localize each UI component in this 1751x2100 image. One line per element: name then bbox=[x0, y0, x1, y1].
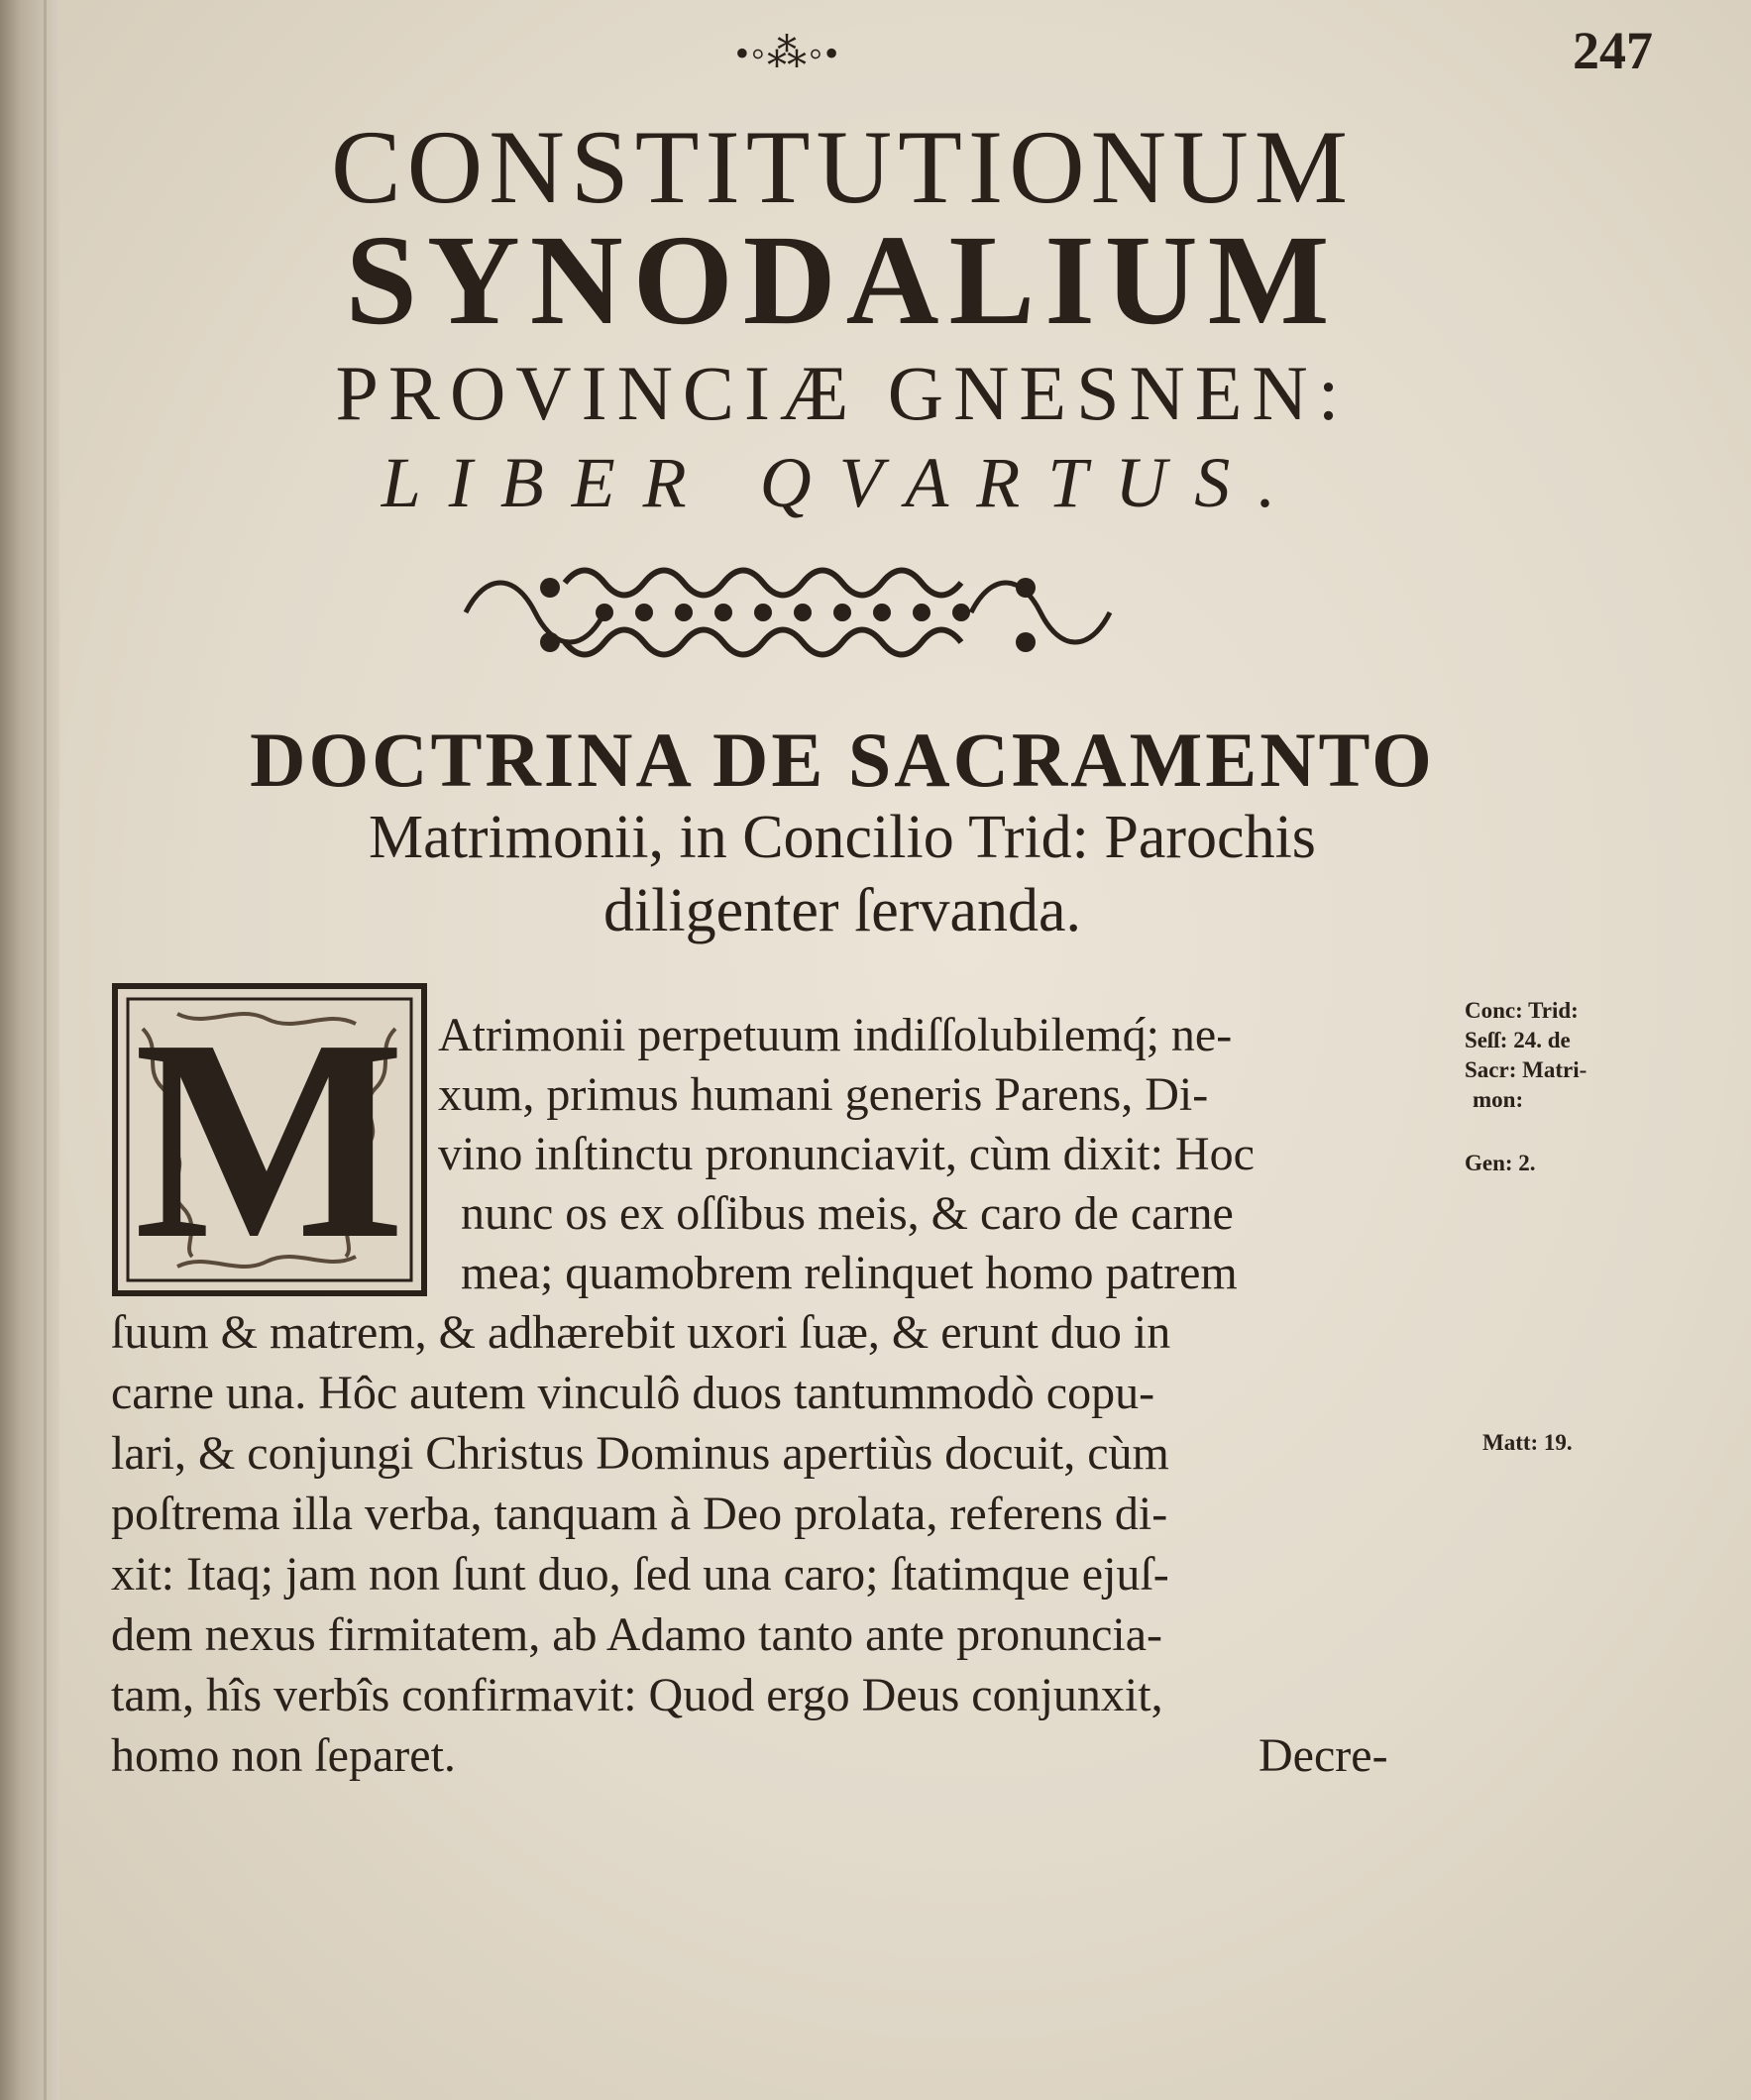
margin-note: Matt: 19. bbox=[1482, 1430, 1573, 1455]
margin-note: Conc: Trid: bbox=[1465, 998, 1579, 1023]
decorated-initial bbox=[112, 980, 427, 1298]
section-heading: DOCTRINA DE SACRAMENTO bbox=[250, 717, 1435, 803]
section-subheading-2: diligenter ſervanda. bbox=[602, 877, 1081, 944]
text-line: lari, & conjungi Christus Dominus apertiùs docuit, cùm bbox=[111, 1427, 1169, 1480]
title-line-2: SYNODALIUM bbox=[345, 209, 1340, 352]
title-line-3: PROVINCIÆ GNESNEN: bbox=[335, 350, 1350, 436]
catchword: Decre- bbox=[1259, 1729, 1388, 1782]
initial-letter: M bbox=[134, 980, 405, 1298]
margin-note: mon: bbox=[1473, 1087, 1524, 1112]
text-line: xum, primus humani generis Parens, Di- bbox=[438, 1068, 1209, 1121]
margin-note: Sacr: Matri- bbox=[1465, 1057, 1587, 1082]
header-ornament: •◦⁂◦• bbox=[734, 30, 841, 75]
text-line: tam, hîs verbîs confirmavit: Quod ergo Deus conjunxit, bbox=[111, 1669, 1163, 1721]
text-line: nunc os ex oſſibus meis, & caro de carne bbox=[461, 1187, 1234, 1240]
text-line: xit: Itaq; jam non ſunt duo, ſed una caro; ſtatimque ejuſ- bbox=[111, 1548, 1169, 1601]
text-line: carne una. Hôc autem vinculô duos tantummodò copu- bbox=[111, 1367, 1155, 1419]
page-number: 247 bbox=[1573, 21, 1653, 80]
title-line-4: LIBER QVARTUS. bbox=[381, 443, 1304, 522]
margin-note: Gen: 2. bbox=[1465, 1151, 1536, 1175]
text-line: Atrimonii perpetuum indiſſolubilemq́; ne- bbox=[438, 1009, 1233, 1061]
gutter-crease bbox=[44, 0, 47, 2100]
book-gutter bbox=[0, 0, 59, 2100]
margin-note: Seſſ: 24. de bbox=[1465, 1028, 1571, 1052]
text-line: dem nexus firmitatem, ab Adamo tanto ante pronuncia- bbox=[111, 1608, 1163, 1661]
text-line: homo non ſeparet. bbox=[111, 1729, 456, 1782]
text-line: mea; quamobrem relinquet homo patrem bbox=[461, 1247, 1238, 1299]
text-line: ſuum & matrem, & adhærebit uxori ſuæ, & erunt duo in bbox=[111, 1306, 1171, 1359]
text-line: poſtrema illa verba, tanquam à Deo prolata, referens di- bbox=[111, 1488, 1168, 1540]
title-line-1: CONSTITUTIONUM bbox=[330, 109, 1355, 225]
section-subheading-1: Matrimonii, in Concilio Trid: Parochis bbox=[369, 804, 1316, 871]
fleuron-ornament-band bbox=[456, 543, 1120, 682]
text-line: vino inſtinctu pronunciavit, cùm dixit: Hoc bbox=[438, 1128, 1255, 1180]
